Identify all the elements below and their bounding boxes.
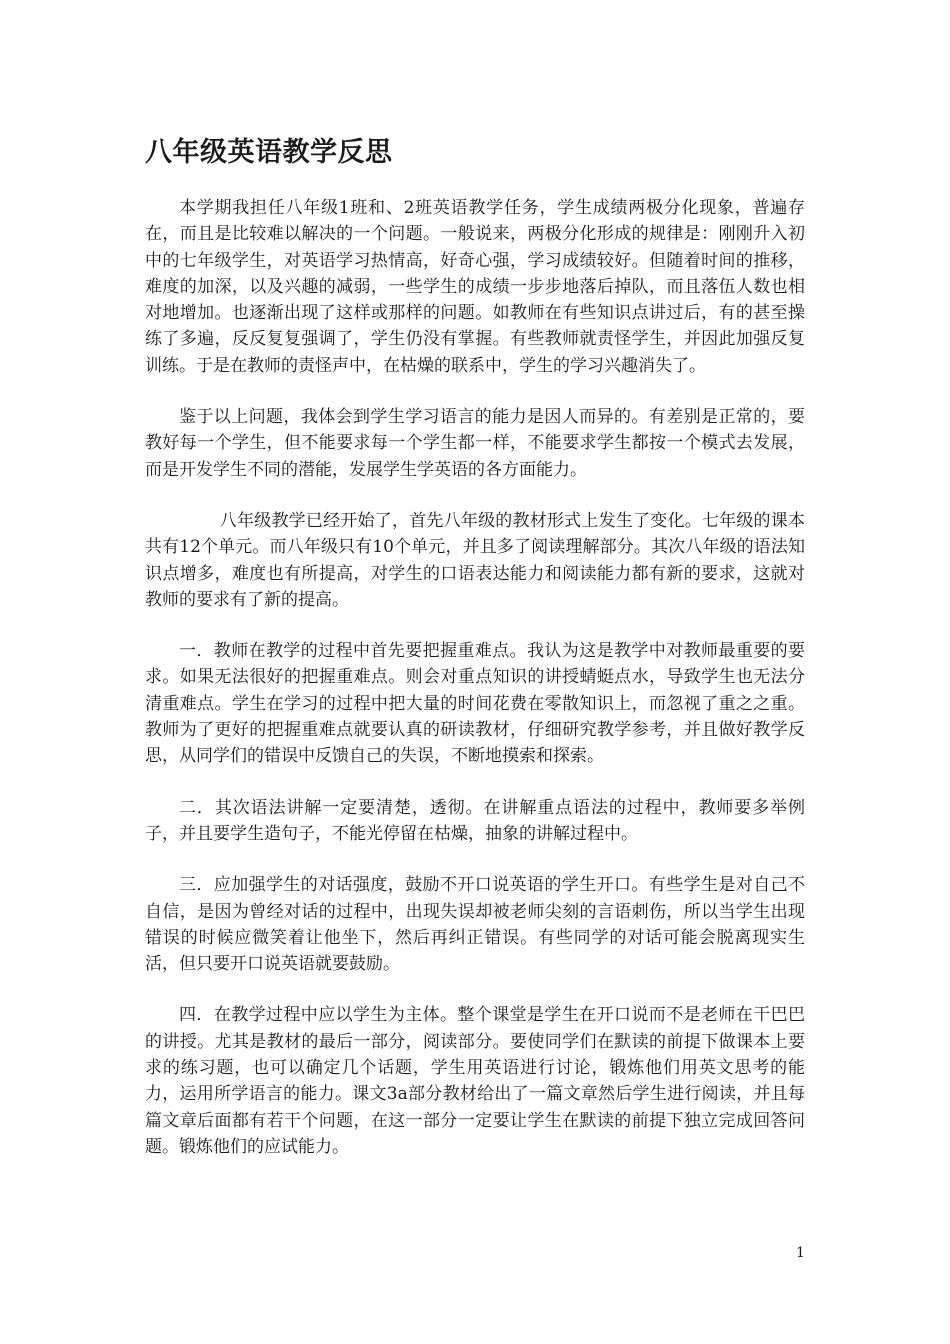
paragraph-intro: 本学期我担任八年级1班和、2班英语教学任务，学生成绩两极分化现象，普遍存在，而且是比较难以解决的一个问题。一般说来，两极分化形成的规律是：刚刚升入初中的七年级学生，对英语学习热情高，好奇心强，学习成绩较好。但随着时间的推移，难度的加深，以及兴趣的减弱，一些学生的成绩一步步地落后掉队，而且落伍人数也相对地增加。也逐渐出现了这样或那样的问题。如教师在有些知识点讲过后，有的甚至操练了多遍，反反复复强调了，学生仍没有掌握。有些教师就责怪学生，并因此加强反复训练。于是在教师的责怪声中，在枯燥的联系中，学生的学习兴趣消失了。 [145,198,805,376]
paragraph-grade-eight: 八年级教学已经开始了，首先八年级的教材形式上发生了变化。七年级的课本共有12个单元。而八年级只有10个单元，并且多了阅读理解部分。其次八年级的语法知识点增多，难度也有所提高，对学生的口语表达能力和阅读能力都有新的要求，这就对教师的要求有了新的提高。 [145,510,805,610]
paragraph-reflection: 鉴于以上问题，我体会到学生学习语言的能力是因人而异的。有差别是正常的，要教好每一个学生，但不能要求每一个学生都一样，不能要求学生都按一个模式去发展，而是开发学生不同的潜能，发展学生学英语的各方面能力。 [145,407,805,480]
paragraph-point-two: 二．其次语法讲解一定要清楚，透彻。在讲解重点语法的过程中，教师要多举例子，并且要学生造句子，不能光停留在枯燥，抽象的讲解过程中。 [145,797,805,844]
paragraph-point-three: 三．应加强学生的对话强度，鼓励不开口说英语的学生开口。有些学生是对自己不自信，是因为曾经对话的过程中，出现失误却被老师尖刻的言语刺伤，所以当学生出现错误的时候应微笑着让他坐下，然后再纠正错误。有些同学的对话可能会脱离现实生活，但只要开口说英语就要鼓励。 [145,875,805,975]
page-number: 1 [796,1245,805,1261]
document-body [145,195,805,1185]
paragraph-point-four: 四．在教学过程中应以学生为主体。整个课堂是学生在开口说而不是老师在干巴巴的讲授。尤其是教材的最后一部分，阅读部分。要使同学们在默读的前提下做课本上要求的练习题，也可以确定几个话题，学生用英语进行讨论，锻炼他们用英文思考的能力，运用所学语言的能力。课文3a部分教材给出了一篇文章然后学生进行阅读，并且每篇文章后面都有若干个问题，在这一部分一定要让学生在默读的前提下独立完成回答问题。锻炼他们的应试能力。 [145,1005,805,1157]
paragraph-point-one: 一．教师在教学的过程中首先要把握重难点。我认为这是教学中对教师最重要的要求。如果无法很好的把握重难点。则会对重点知识的讲授蜻蜓点水，导致学生也无法分清重难点。学生在学习的过程中把大量的时间花费在零散知识上，而忽视了重之之重。教师为了更好的把握重难点就要认真的研读教材，仔细研究教学参考，并且做好教学反思，从同学们的错误中反馈自己的失误，不断地摸索和探索。 [145,641,805,767]
document-title: 八年级英语教学反思 [145,137,393,168]
